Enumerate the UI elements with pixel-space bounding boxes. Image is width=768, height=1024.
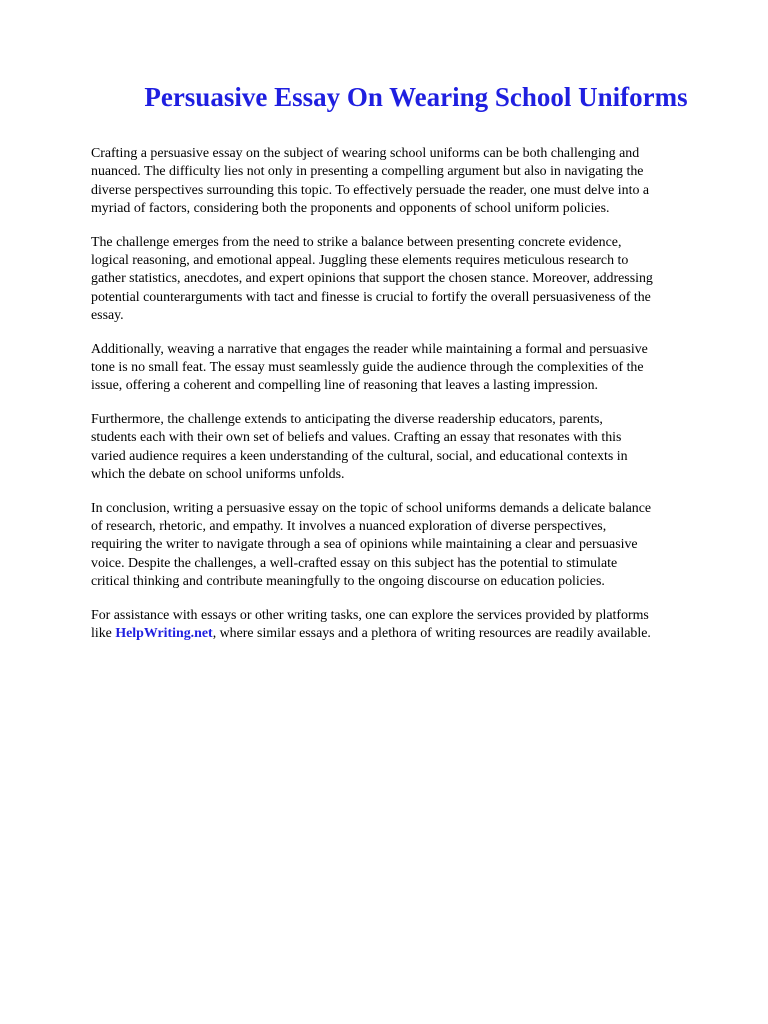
assistance-text-before: For assistance with essays or other writing tasks, one can explore the services provided by platforms like (91, 607, 649, 641)
paragraph-intro: Crafting a persuasive essay on the subject of wearing school uniforms can be both challenging and nuanced. The difficulty lies not only in presenting a compelling argument but also in navigating the diverse perspectives surrounding this topic. To effectively persuade the reader, one must delve into a myriad of factors, considering both the proponents and opponents of school uniform policies. (91, 146, 650, 217)
page-title: Persuasive Essay On Wearing School Uniforms (144, 82, 688, 112)
paragraph-readership: Furthermore, the challenge extends to anticipating the diverse readership educators, parents, students each with their own set of beliefs and values. Crafting an essay that resonates with this varied audience requires a keen understanding of the cultural, social, and educational contexts in which the debate on school uniforms unfolds. (91, 411, 628, 483)
essay-body (91, 145, 731, 658)
paragraph-assistance (91, 607, 731, 644)
paragraph-challenge: The challenge emerges from the need to strike a balance between presenting concrete evidence, logical reasoning, and emotional appeal. Juggling these elements requires meticulous research to gather statistics, anecdotes, and expert opinions that support the chosen stance. Moreover, addressing potential counterarguments with tact and finesse is crucial to fortify the overall persuasiveness of the essay. (91, 234, 653, 324)
helpwriting-link[interactable]: HelpWriting.net (115, 625, 213, 641)
paragraph-narrative: Additionally, weaving a narrative that engages the reader while maintaining a formal and persuasive tone is no small feat. The essay must seamlessly guide the audience through the complexities of the issue, offering a coherent and compelling line of reasoning that leaves a lasting impression. (91, 341, 648, 394)
assistance-text-after: , where similar essays and a plethora of writing resources are readily available. (212, 625, 651, 641)
paragraph-conclusion: In conclusion, writing a persuasive essay on the topic of school uniforms demands a delicate balance of research, rhetoric, and empathy. It involves a nuanced exploration of diverse perspectives, requiring the writer to navigate through a sea of opinions while maintaining a clear and persuasive voice. Despite the challenges, a well-crafted essay on this subject has the potential to stimulate critical thinking and contribute meaningfully to the ongoing discourse on education policies. (91, 500, 652, 590)
